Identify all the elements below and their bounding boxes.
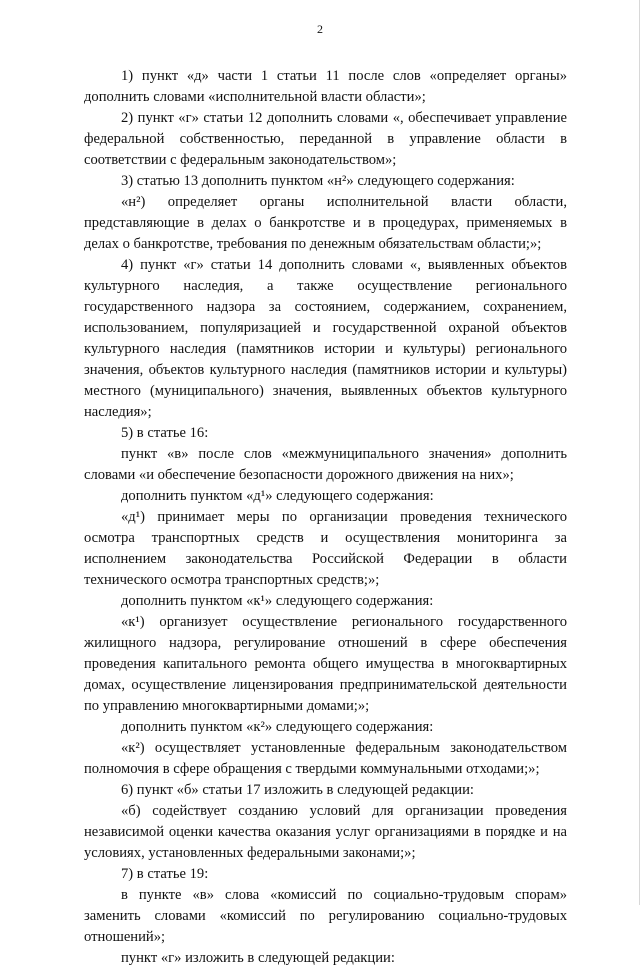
paragraph-11: «к¹) организует осуществление регионального государственного жилищного надзора, регулирование отношений в сфере обеспечения проведения капитального ремонта общего имущества в многоквартирных домах, осуществление лицензирования предпринимательской деятельности по управлению многоквартирными домами;»;	[84, 614, 567, 714]
paragraph-16: 7) в статье 19:	[121, 866, 209, 882]
document-body	[84, 66, 567, 969]
paragraph-2: 2) пункт «г» статьи 12 дополнить словами «, обеспечивает управление федеральной собственностью, переданной в управление области в соответствии с федеральным законодательством»;	[84, 110, 567, 168]
paragraph-5: 4) пункт «г» статьи 14 дополнить словами «, выявленных объектов культурного наследия, а также осуществление регионального государственного надзора за состоянием, содержанием, сохранением, использованием, популяризацией и государственной охраной объектов культурного наследия (памятников истории и культуры) регионального значения, объектов культурного наследия (памятников истории и культуры) местного (муниципального) значения, выявленных объектов культурного наследия»;	[84, 257, 567, 420]
paragraph-18: пункт «г» изложить в следующей редакции:	[121, 950, 395, 966]
page-number: 2	[317, 22, 323, 36]
paragraph-17: в пункте «в» слова «комиссий по социально-трудовым спорам» заменить словами «комиссий по регулированию социально-трудовых отношений»;	[84, 887, 567, 945]
paragraph-14: 6) пункт «б» статьи 17 изложить в следующей редакции:	[121, 782, 474, 798]
paragraph-12: дополнить пунктом «к²» следующего содержания:	[121, 719, 434, 735]
paragraph-9: «д¹) принимает меры по организации проведения технического осмотра транспортных средств и осуществления мониторинга за исполнением законодательства Российской Федерации в области технического осмотра транспортных средств;»;	[84, 509, 567, 588]
paragraph-6: 5) в статье 16:	[121, 425, 209, 441]
paragraph-4: «н²) определяет органы исполнительной власти области, представляющие в делах о банкротстве и в процедурах, применяемых в делах о банкротстве, требования по денежным обязательствам области;»;	[84, 194, 567, 252]
paragraph-7: пункт «в» после слов «межмуниципального значения» дополнить словами «и обеспечение безопасности дорожного движения на них»;	[84, 446, 567, 483]
paragraph-13: «к²) осуществляет установленные федеральным законодательством полномочия в сфере обращения с твердыми коммунальными отходами;»;	[84, 740, 567, 777]
paragraph-3: 3) статью 13 дополнить пунктом «н²» следующего содержания:	[121, 173, 515, 189]
paragraph-15: «б) содействует созданию условий для организации проведения независимой оценки качества оказания услуг организациями в порядке и на условиях, установленных федеральными законами;»;	[84, 803, 567, 861]
paragraph-1: 1) пункт «д» части 1 статьи 11 после слов «определяет органы» дополнить словами «исполнительной власти области»;	[84, 68, 567, 105]
paragraph-10: дополнить пунктом «к¹» следующего содержания:	[121, 593, 434, 609]
paragraph-8: дополнить пунктом «д¹» следующего содержания:	[121, 488, 434, 504]
